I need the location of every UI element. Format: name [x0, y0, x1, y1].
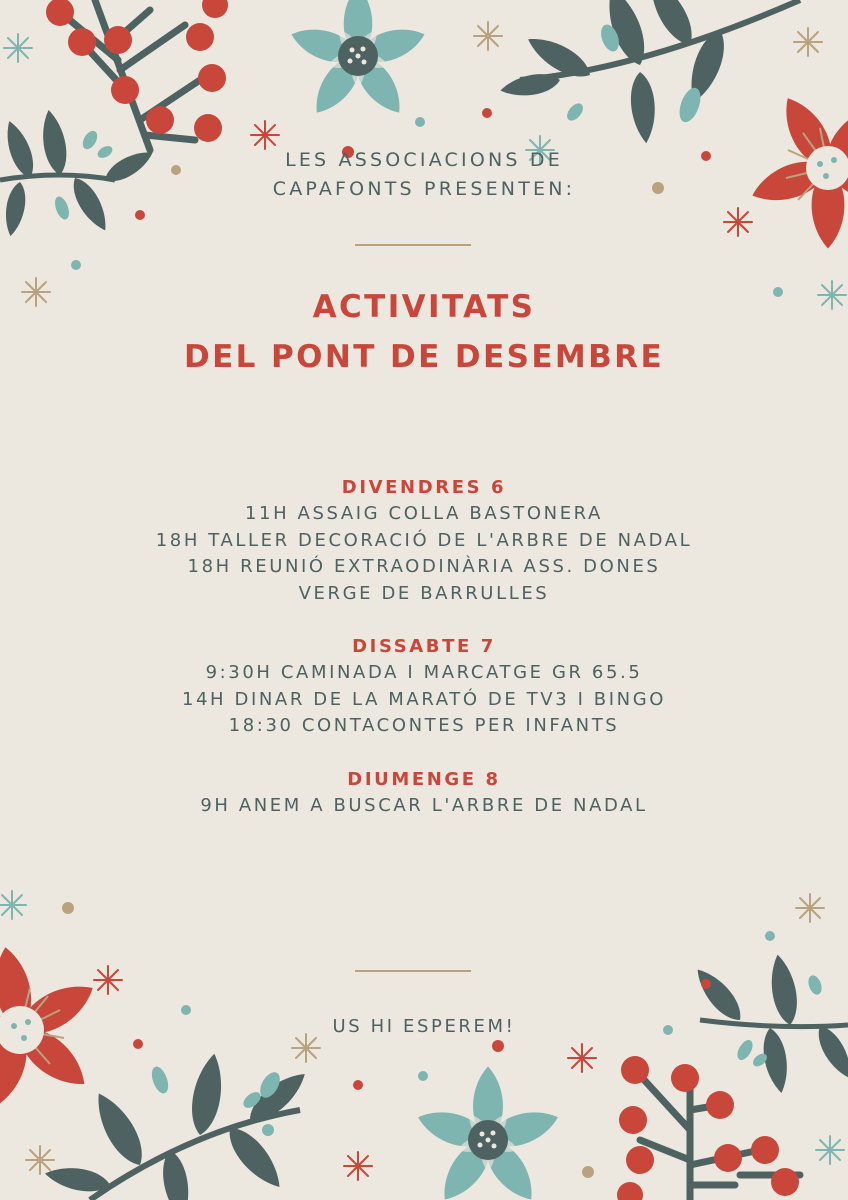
day-title: DIVENDRES 6: [341, 477, 507, 498]
closing-text: US HI ESPEREM!: [332, 1016, 516, 1037]
day-title: DIUMENGE 8: [347, 768, 501, 790]
day-friday: [150, 474, 698, 607]
activity-item: 9:30H CAMINADA I MARCATGE GR 65.5: [205, 662, 643, 683]
activity-item: 18:30 CONTACONTES PER INFANTS: [228, 715, 620, 736]
activity-item: 11H ASSAIG COLLA BASTONERA: [245, 503, 603, 524]
activity-item: 18H TALLER DECORACIÓ DE L'ARBRE DE NADAL: [155, 529, 693, 551]
day-sunday: [150, 766, 698, 820]
intro-line-2: CAPAFONTS PRESENTEN:: [272, 178, 576, 200]
divider-top: [355, 244, 471, 246]
activity-item: 18H REUNIÓ EXTRAODINÀRIA ASS. DONES VERGE DE BARRULLES: [187, 556, 661, 604]
schedule: [150, 474, 698, 845]
activity-item: 9H ANEM A BUSCAR L'ARBRE DE NADAL: [200, 794, 648, 816]
intro-text: [170, 146, 678, 204]
title-line-2: DEL PONT DE DESEMBRE: [183, 339, 665, 375]
title-line-1: ACTIVITATS: [312, 289, 536, 325]
day-title: DISSABTE 7: [352, 636, 496, 657]
activity-item: 14H DINAR DE LA MARATÓ DE TV3 I BINGO: [181, 688, 667, 710]
divider-bottom: [355, 970, 471, 972]
intro-line-1: LES ASSOCIACIONS DE: [285, 149, 563, 171]
page-title: [100, 282, 748, 382]
day-saturday: [150, 633, 698, 740]
